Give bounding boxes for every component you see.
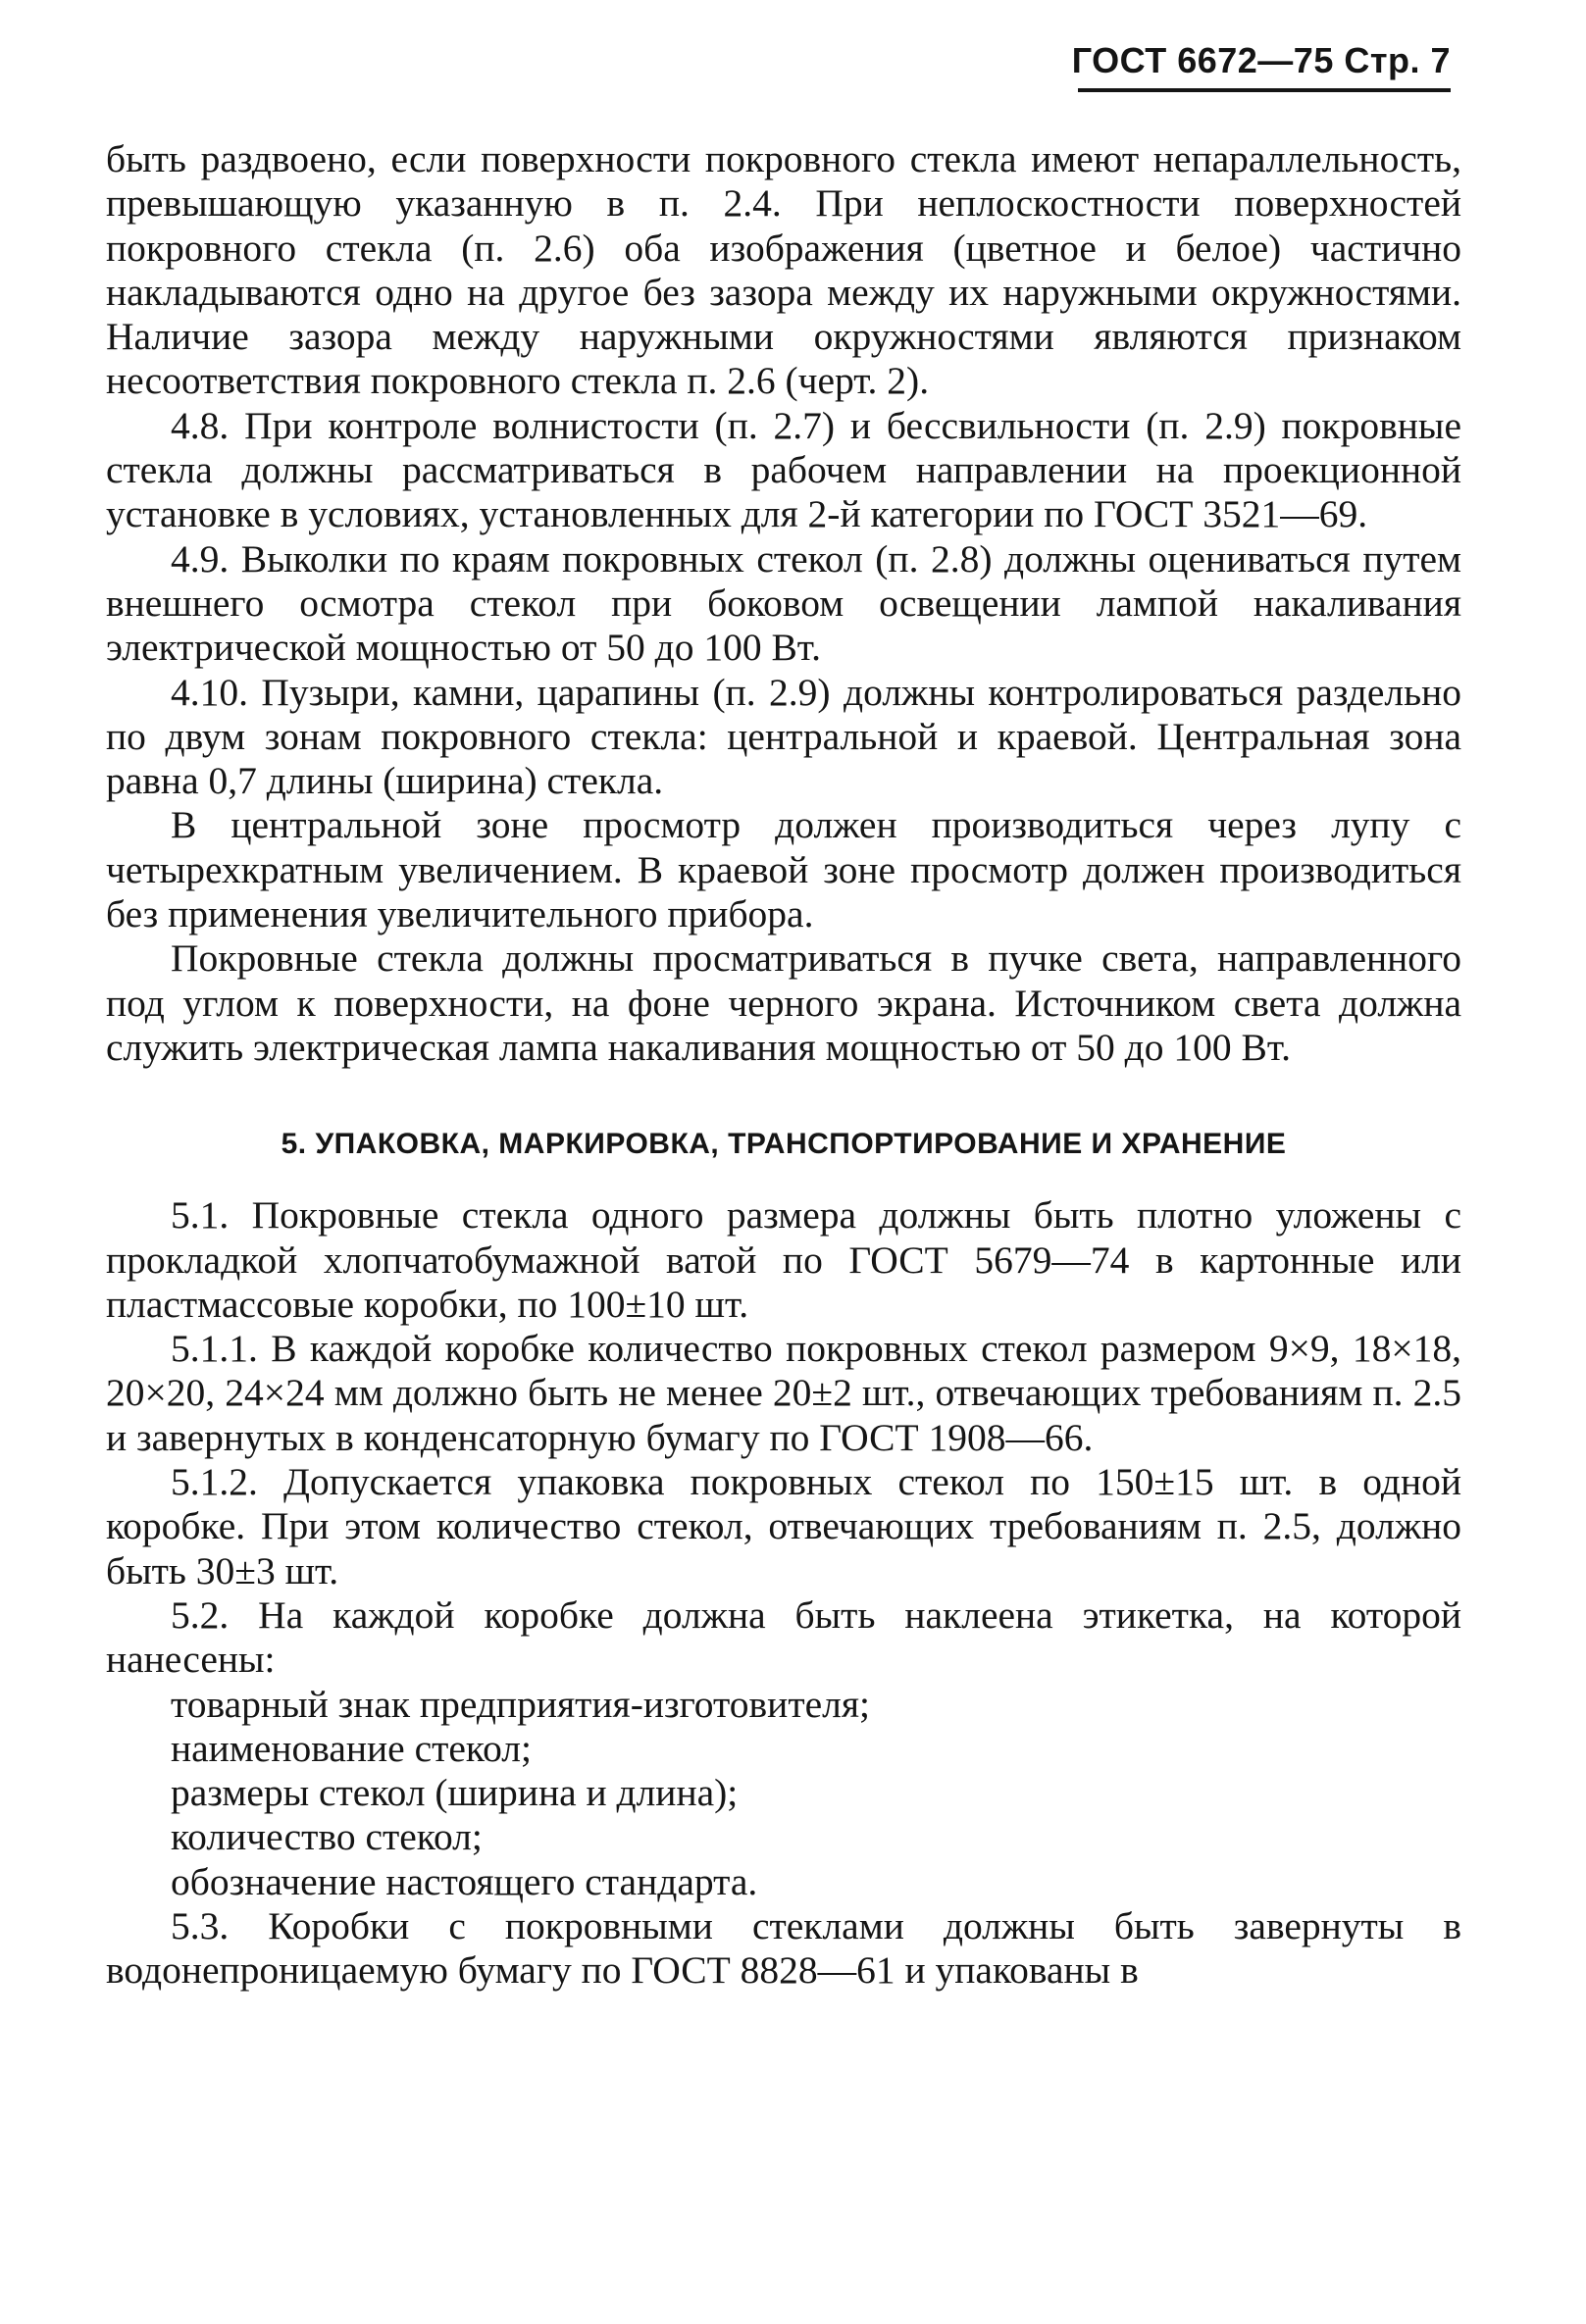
- paragraph-4-8: 4.8. При контроле волнистости (п. 2.7) и бессвильности (п. 2.9) покровные стекла должны рассматриваться в рабочем направлении на проекционной установке в условиях, установленных для 2-й категории по ГОСТ 3521—69.: [106, 403, 1461, 536]
- list-item: товарный знак предприятия-изготовителя;: [171, 1682, 870, 1726]
- list-item: наименование стекол;: [171, 1726, 532, 1770]
- page-header: [1072, 37, 1451, 92]
- header-title: ГОСТ 6672—75 Стр. 7: [1071, 40, 1451, 80]
- paragraph-4-10-c: Покровные стекла должны просматриваться в пучке света, направленного под углом к поверхности, на фоне черного экрана. Источником света должна служить электрическая лампа накаливания мощностью от 50 до 100 Вт.: [106, 936, 1461, 1069]
- paragraph-5-1: 5.1. Покровные стекла одного размера должны быть плотно уложены с прокладкой хлопчатобумажной ватой по ГОСТ 5679—74 в картонные или пластмассовые коробки, по 100±10 шт.: [106, 1193, 1461, 1326]
- section-5-title: 5. УПАКОВКА, МАРКИРОВКА, ТРАНСПОРТИРОВАНИЕ И ХРАНЕНИЕ: [281, 1128, 1287, 1161]
- header-rule: [1078, 88, 1451, 92]
- paragraph-5-1-1: 5.1.1. В каждой коробке количество покровных стекол размером 9×9, 18×18, 20×20, 24×24 мм должно быть не менее 20±2 шт., отвечающих требованиям п. 2.5 и завернутых в конденсаторную бумагу по ГОСТ 1908—66.: [106, 1327, 1461, 1459]
- paragraph-4-9: 4.9. Выколки по краям покровных стекол (п. 2.8) должны оцениваться путем внешнего осмотра стекол при боковом освещении лампой накаливания электрической мощностью от 50 до 100 Вт.: [106, 536, 1461, 670]
- list-item: количество стекол;: [171, 1815, 483, 1859]
- body-text: [106, 137, 1461, 1994]
- paragraph-4-10: 4.10. Пузыри, камни, царапины (п. 2.9) должны контролироваться раздельно по двум зонам покровного стекла: центральной и краевой. Центральная зона равна 0,7 длины (ширина) стекла.: [106, 670, 1461, 803]
- paragraph-continued: быть раздвоено, если поверхности покровного стекла имеют непараллельность, превышающую указанную в п. 2.4. При неплоскостности поверхностей покровного стекла (п. 2.6) оба изображения (цветное и белое) частично накладываются одно на другое без зазора между их наружными окружностями. Наличие зазора между наружными окружностями являются признаком несоответствия покровного стекла п. 2.6 (черт. 2).: [106, 137, 1461, 403]
- paragraph-5-3: 5.3. Коробки с покровными стеклами должны быть завернуты в водонепроницаемую бумагу по ГОСТ 8828—61 и упакованы в: [106, 1903, 1461, 1993]
- list-item: размеры стекол (ширина и длина);: [171, 1771, 739, 1815]
- paragraph-4-10-b: В центральной зоне просмотр должен производиться через лупу с четырехкратным увеличением. В краевой зоне просмотр должен производиться без применения увеличительного прибора.: [106, 803, 1461, 936]
- paragraph-5-1-2: 5.1.2. Допускается упаковка покровных стекол по 150±15 шт. в одной коробке. При этом количество стекол, отвечающих требованиям п. 2.5, должно быть 30±3 шт.: [106, 1460, 1461, 1592]
- paragraph-5-2: 5.2. На каждой коробке должна быть наклеена этикетка, на которой нанесены:: [106, 1592, 1461, 1682]
- list-item: обозначение настоящего стандарта.: [171, 1859, 758, 1903]
